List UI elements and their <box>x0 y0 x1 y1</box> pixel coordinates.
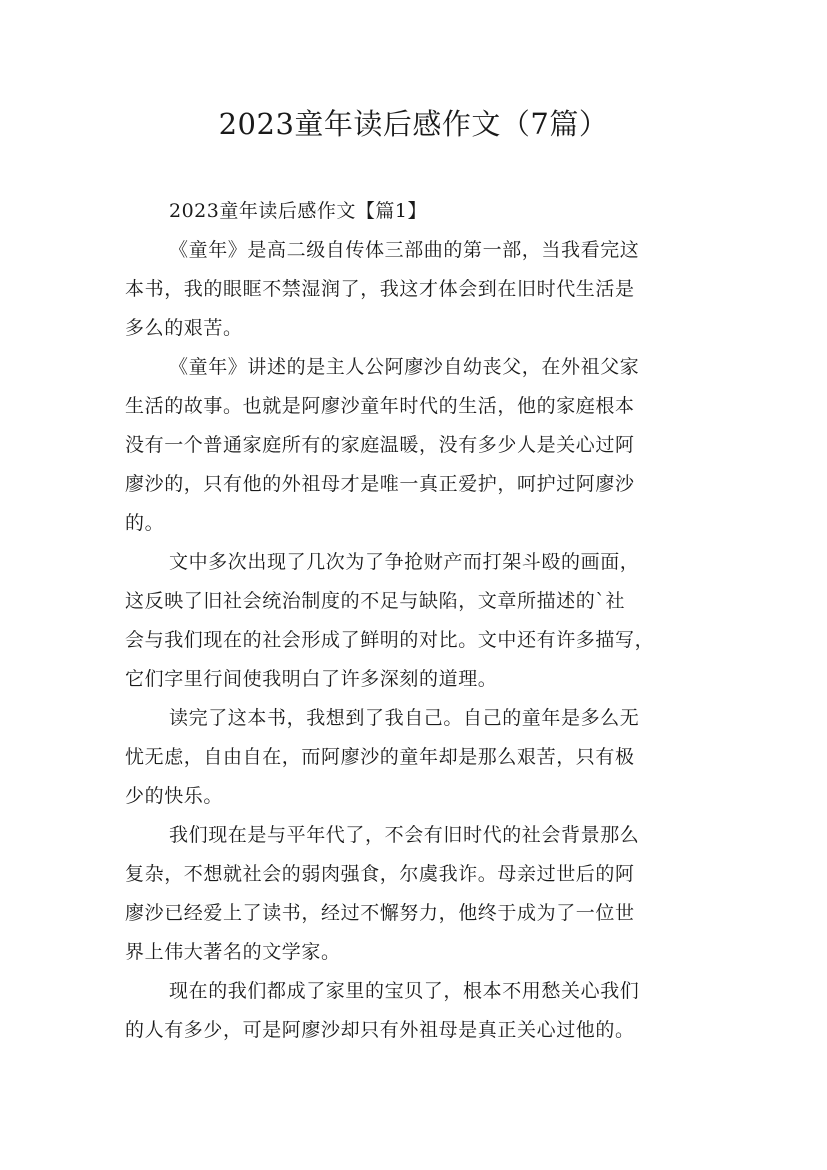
paragraph-line: 现在的我们都成了家里的宝贝了，根本不用愁关心我们 <box>169 980 640 1002</box>
paragraph-line: 界上伟大著名的文学家。 <box>125 941 341 963</box>
paragraph-line: 生活的故事。也就是阿廖沙童年时代的生活，他的家庭根本 <box>125 395 635 417</box>
paragraph-line: 复杂，不想就社会的弱肉强食，尔虞我诈。母亲过世后的阿 <box>125 863 635 885</box>
paragraph-line: 读完了这本书，我想到了我自己。自己的童年是多么无 <box>169 707 640 729</box>
paragraph-3 <box>125 543 717 699</box>
paragraph-line: 《童年》讲述的是主人公阿廖沙自幼丧父，在外祖父家 <box>169 356 640 378</box>
paragraph-line: 它们字里行间使我明白了许多深刻的道理。 <box>125 668 498 690</box>
document-body <box>125 192 717 1050</box>
paragraph-line: 我们现在是与平年代了，不会有旧时代的社会背景那么 <box>169 824 640 846</box>
paragraph-line: 没有一个普通家庭所有的家庭温暖，没有多少人是关心过阿 <box>125 434 635 456</box>
paragraph-line: 廖沙的，只有他的外祖母才是唯一真正爱护，呵护过阿廖沙 <box>125 473 635 495</box>
paragraph-line: 忧无虑，自由自在，而阿廖沙的童年却是那么艰苦，只有极 <box>125 746 635 768</box>
paragraph-line: 多么的艰苦。 <box>125 317 243 339</box>
paragraph-line: 本书，我的眼眶不禁湿润了，我这才体会到在旧时代生活是 <box>125 278 635 300</box>
paragraph-5 <box>125 816 717 972</box>
paragraph-6 <box>125 972 717 1050</box>
paragraph-line: 的人有多少，可是阿廖沙却只有外祖母是真正关心过他的。 <box>125 1019 635 1041</box>
paragraph-line: 少的快乐。 <box>125 785 224 807</box>
paragraph-line: 会与我们现在的社会形成了鲜明的对比。文中还有许多描写， <box>125 629 655 651</box>
paragraph-4 <box>125 699 717 816</box>
document-title: 2023童年读后感作文（7篇） <box>218 107 609 141</box>
paragraph-line: 《童年》是高二级自传体三部曲的第一部，当我看完这 <box>169 239 640 261</box>
paragraph-line: 的。 <box>125 512 165 534</box>
paragraph-line: 这反映了旧社会统治制度的不足与缺陷，文章所描述的`社 <box>125 590 626 612</box>
paragraph-2 <box>125 348 717 543</box>
paragraph-line: 文中多次出现了几次为了争抢财产而打架斗殴的画面， <box>169 551 640 573</box>
section-heading: 2023童年读后感作文【篇1】 <box>169 200 427 222</box>
paragraph-1 <box>125 231 717 348</box>
paragraph-line: 廖沙已经爱上了读书，经过不懈努力，他终于成为了一位世 <box>125 902 635 924</box>
